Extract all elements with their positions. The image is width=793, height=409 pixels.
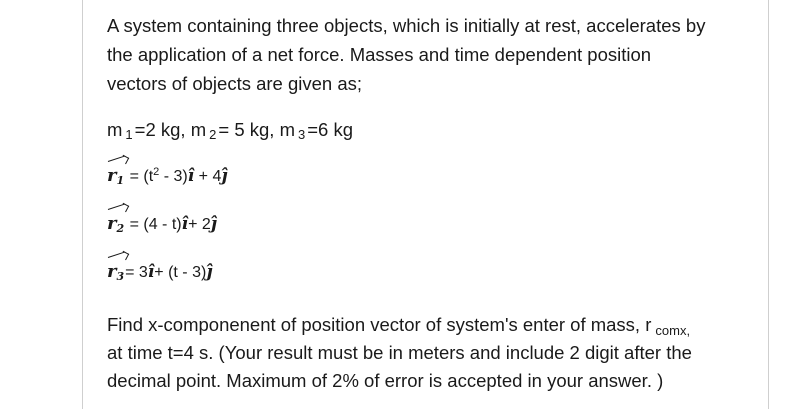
r3-rest1: + (t - 3) [154,264,207,281]
r1-symbol: r1 [107,165,125,192]
intro-line-1: A system containing three objects, which is initially at rest, accelerates by [107,15,706,36]
question-text: Find x-componenent of position vector of system's enter of mass, r [107,314,652,335]
m2-label: m [190,119,207,140]
vector-r3 [107,261,212,288]
r2-sub: 2 [116,222,125,235]
r2-symbol: r2 [107,213,125,240]
i-hat-symbol: î [181,214,189,234]
m2-sub: 2 [209,127,217,142]
r3-sub: 3 [116,270,125,283]
m3-label: m [279,119,295,140]
j-hat-symbol: ĵ [221,166,228,186]
question-line-1 [107,314,690,336]
question-line-3: decimal point. Maximum of 2% of error is accepted in your answer. ) [107,370,664,391]
r1-rest1: - 3) [159,168,188,185]
question-line-2: at time t=4 s. (Your result must be in meters and include 2 digit after the [107,342,692,363]
j-hat-symbol: ĵ [206,262,213,282]
i-hat-symbol: î [187,166,195,186]
left-border [82,0,83,409]
j-hat-symbol: ĵ [210,214,217,234]
r2-rest1: + 2 [188,216,211,233]
comx-sub: comx, [655,323,691,338]
vector-r2 [107,213,217,240]
r1-sub: 1 [116,174,125,187]
m1-label: m [107,119,123,140]
m1-value: =2 kg, [134,119,186,140]
m3-value: =6 kg [307,119,354,140]
m2-value: = 5 kg, [218,119,275,140]
vector-r1 [107,165,228,192]
r1-eq: = (t [125,168,154,185]
m1-sub: 1 [125,127,133,142]
r2-eq: = (4 - t) [125,216,182,233]
intro-line-3: vectors of objects are given as; [107,73,363,94]
r1-power: 2 [153,166,160,178]
intro-line-2: the application of a net force. Masses and time dependent position [107,44,652,65]
right-border [768,0,769,409]
r3-symbol: r3 [107,261,125,288]
r3-eq: = 3 [125,264,148,281]
m3-sub: 3 [298,127,306,142]
i-hat-symbol: î [147,262,155,282]
masses-line [107,119,353,141]
r1-rest2: + 4 [194,168,222,185]
